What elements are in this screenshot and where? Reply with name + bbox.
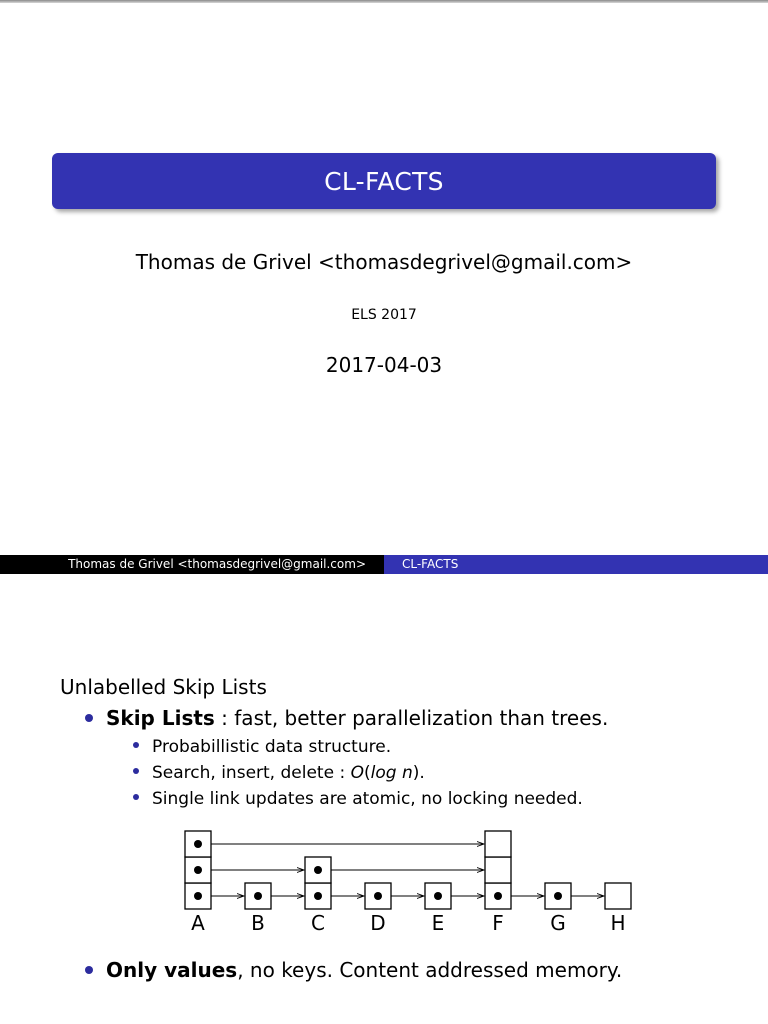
pointer-dot: [374, 892, 382, 900]
pointer-dot: [314, 866, 322, 874]
footer-title: CL-FACTS: [384, 555, 768, 574]
pointer-dot: [254, 892, 262, 900]
bullet-bold-text: Only values: [106, 958, 238, 982]
node-label: G: [550, 911, 566, 935]
sub-bullet-text: Probabillistic data structure.: [152, 737, 392, 757]
bullet-text: : fast, better parallelization than trees.: [214, 706, 609, 730]
pointer-dot: [494, 892, 502, 900]
node-label: B: [251, 911, 265, 935]
frame-title: Unlabelled Skip Lists: [60, 675, 267, 699]
pointer-dot: [314, 892, 322, 900]
pointer-dot: [194, 892, 202, 900]
date-line: 2017-04-03: [325, 353, 443, 377]
node-label: F: [492, 911, 504, 935]
footer-author: Thomas de Grivel <thomasdegrivel@gmail.com>: [0, 555, 384, 574]
node-cell: [485, 857, 511, 883]
node-cell: [605, 883, 631, 909]
node-label: D: [370, 911, 386, 935]
pointer-dot: [194, 840, 202, 848]
sub-bullet-1: [133, 737, 391, 757]
footer-bar: [0, 555, 768, 574]
node-cell: [485, 831, 511, 857]
sub-bullet-2: [133, 763, 425, 783]
paren-open: (: [363, 763, 371, 783]
node-label: E: [431, 911, 445, 935]
log-n: log n: [370, 763, 413, 783]
sub-bullet-text: Search, insert, delete :: [152, 763, 351, 783]
top-rule: [0, 0, 768, 3]
node-label: H: [610, 911, 626, 935]
node-label: A: [191, 911, 205, 935]
author-line: Thomas de Grivel <thomasdegrivel@gmail.com>: [135, 250, 633, 274]
pointer-dot: [194, 866, 202, 874]
bullet-dot: [85, 966, 93, 974]
title-box: [52, 153, 716, 209]
sub-bullet-dot: [133, 794, 139, 800]
bullet-text: , no keys. Content addressed memory.: [237, 958, 623, 982]
sub-bullet-text: Single link updates are atomic, no locking needed.: [152, 789, 583, 809]
conference-line: ELS 2017: [351, 307, 417, 323]
skip-list-diagram: [176, 818, 646, 938]
big-o: O: [350, 763, 364, 783]
bullet-only-values: [85, 958, 622, 982]
sub-bullet-dot: [133, 742, 139, 748]
bullet-bold-text: Skip Lists: [106, 706, 215, 730]
node-label: C: [311, 911, 325, 935]
sub-bullet-dot: [133, 768, 139, 774]
bullet-skip-lists: [85, 706, 608, 730]
pointer-dot: [434, 892, 442, 900]
bullet-dot: [85, 714, 93, 722]
pointer-dot: [554, 892, 562, 900]
paren-close: ).: [412, 763, 425, 783]
slide-title: CL-FACTS: [324, 166, 444, 196]
sub-bullet-3: [133, 789, 583, 809]
